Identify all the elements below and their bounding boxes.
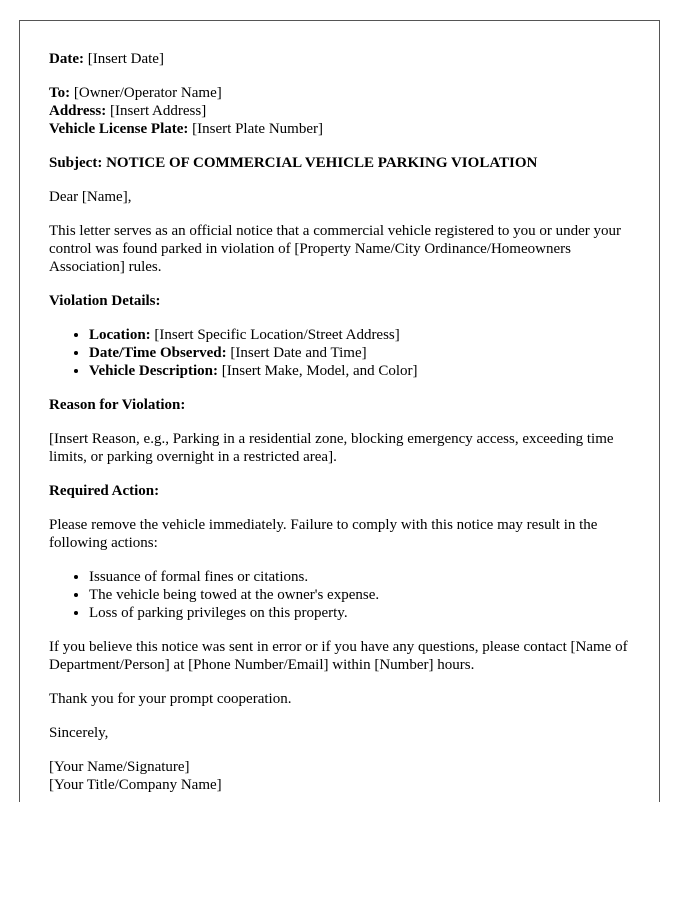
reason-paragraph: [Insert Reason, e.g., Parking in a residential zone, blocking emergency access, exceeding time limits, or parking overnight in a restricted area]. (49, 431, 614, 465)
to-label: To: (49, 85, 71, 101)
thanks-paragraph: Thank you for your prompt cooperation. (49, 691, 292, 707)
closing: Sincerely, (49, 725, 109, 741)
signature-title: [Your Title/Company Name] (49, 777, 222, 793)
detail-value: [Insert Date and Time] (226, 345, 367, 361)
address-line (49, 102, 630, 120)
recipient-block (49, 84, 630, 138)
to-line (49, 84, 630, 102)
violation-details-heading-text: Violation Details: (49, 293, 161, 309)
violation-details-heading (49, 292, 630, 310)
required-action-heading-text: Required Action: (49, 483, 160, 499)
intro-paragraph: This letter serves as an official notice that a commercial vehicle registered to you or under your control was found parked in violation of [Property Name/City Ordinance/Homeowners Association] rules. (49, 223, 622, 275)
required-action-paragraph: Please remove the vehicle immediately. Failure to comply with this notice may result in the following actions: (49, 517, 598, 551)
plate-line (49, 120, 630, 138)
address-label: Address: (49, 103, 107, 119)
list-item: • Loss of parking privileges on this property. (89, 604, 630, 622)
detail-label: Location: (89, 327, 151, 343)
detail-label: Date/Time Observed: (89, 345, 227, 361)
date-label: Date: (49, 51, 84, 67)
list-item (89, 326, 630, 344)
list-item (89, 344, 630, 362)
plate-value: [Insert Plate Number] (188, 121, 323, 137)
to-value: [Owner/Operator Name] (70, 85, 222, 101)
reason-heading (49, 396, 630, 414)
list-item: • The vehicle being towed at the owner's expense. (89, 586, 630, 604)
list-item (89, 362, 630, 380)
address-value: [Insert Address] (106, 103, 207, 119)
subject-label: Subject: (49, 155, 103, 171)
letter-page (19, 20, 660, 802)
signature-block (49, 758, 630, 794)
required-action-heading (49, 482, 630, 500)
violation-details-list (49, 326, 630, 380)
consequences-list (49, 568, 630, 622)
contact-paragraph: If you believe this notice was sent in error or if you have any questions, please contact [Name of Department/Person] at [Phone Number/Email] within [Number] hours. (49, 639, 628, 673)
reason-heading-text: Reason for Violation: (49, 397, 186, 413)
salutation: Dear [Name], (49, 189, 132, 205)
date-value: [Insert Date] (83, 51, 164, 67)
detail-label: Vehicle Description: (89, 363, 219, 379)
signature-name: [Your Name/Signature] (49, 759, 190, 775)
plate-label: Vehicle License Plate: (49, 121, 189, 137)
subject-line (49, 154, 630, 172)
detail-value: [Insert Specific Location/Street Address] (150, 327, 400, 343)
date-line (49, 50, 630, 68)
list-item: • Issuance of formal fines or citations. (89, 568, 630, 586)
detail-value: [Insert Make, Model, and Color] (218, 363, 418, 379)
subject-value: NOTICE OF COMMERCIAL VEHICLE PARKING VIOLATION (102, 155, 538, 171)
